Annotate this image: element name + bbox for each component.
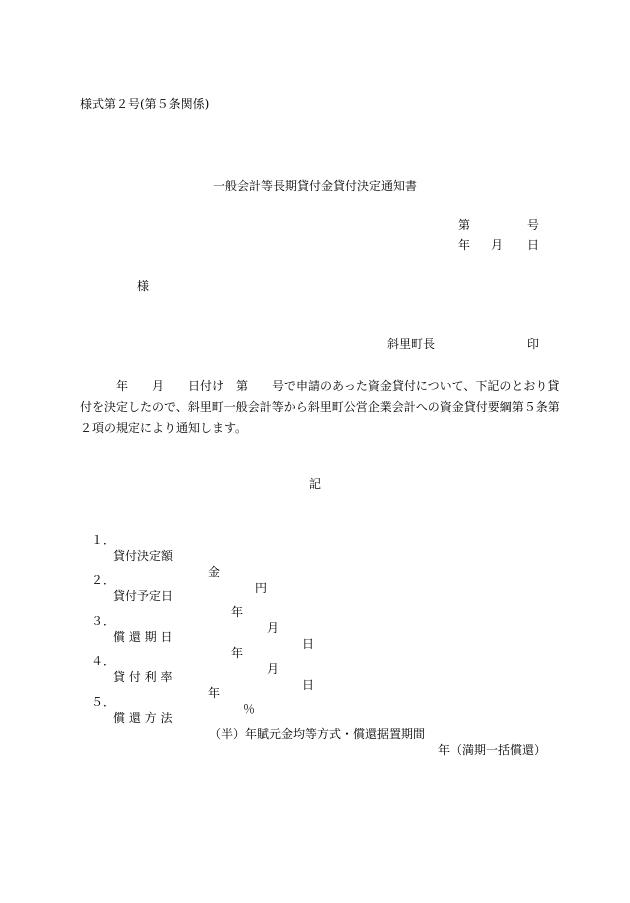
item-number: ２． [91, 573, 116, 587]
document-number-suffix: 号 [527, 218, 540, 232]
notice-body-line: 付を決定したので、斜里町一般会計等から斜里町公営企業会計への資金貸付要綱第５条第 [80, 400, 560, 414]
item-number: １． [91, 533, 116, 547]
document-title: 一般会計等長期貸付金貸付決定通知書 [212, 179, 417, 193]
item-label: 貸付決定額 [113, 549, 174, 563]
ki-heading: 記 [308, 477, 321, 491]
item-value-part: 日 [302, 637, 315, 651]
sender-title: 斜里町長 [387, 337, 436, 351]
item-label: 償 還 期 日 [113, 630, 173, 644]
item-label: 貸 付 利 率 [113, 670, 173, 684]
item-value-part: 年 [231, 646, 244, 660]
item-value-part: 円 [255, 581, 268, 595]
item-value-part: ％ [243, 702, 256, 716]
form-number-label: 様式第２号(第５条関係) [80, 97, 210, 111]
item-value-part: （半）年賦元金均等方式・償還据置期間 [209, 727, 426, 741]
item-number: ５． [91, 695, 116, 709]
item-value-part: 月 [267, 621, 280, 635]
date-month: 月 [491, 238, 504, 252]
seal-mark: 印 [527, 337, 540, 351]
document-number-prefix: 第 [458, 218, 471, 232]
item-value-part: 日 [302, 678, 315, 692]
date-day: 日 [527, 238, 540, 252]
item-value-part: 年（満期一括償還） [438, 743, 547, 757]
notice-body-line: ２項の規定により通知します。 [80, 421, 248, 435]
item-number: ４． [91, 654, 116, 668]
item-label: 貸付予定日 [113, 589, 174, 603]
date-year: 年 [458, 238, 471, 252]
item-number: ３． [91, 614, 116, 628]
item-value-part: 月 [267, 662, 280, 676]
item-repayment-method [91, 678, 547, 758]
item-value-part: 年 [231, 605, 244, 619]
item-label: 償 還 方 法 [113, 711, 173, 725]
notice-body-line: 年 月 日付け 第 号で申請のあった資金貸付について、下記のとおり貸 [80, 379, 560, 393]
addressee-honorific: 様 [137, 279, 150, 293]
item-value-part: 金 [208, 565, 221, 579]
notice-body [80, 376, 560, 439]
item-value-part: 年 [208, 686, 221, 700]
